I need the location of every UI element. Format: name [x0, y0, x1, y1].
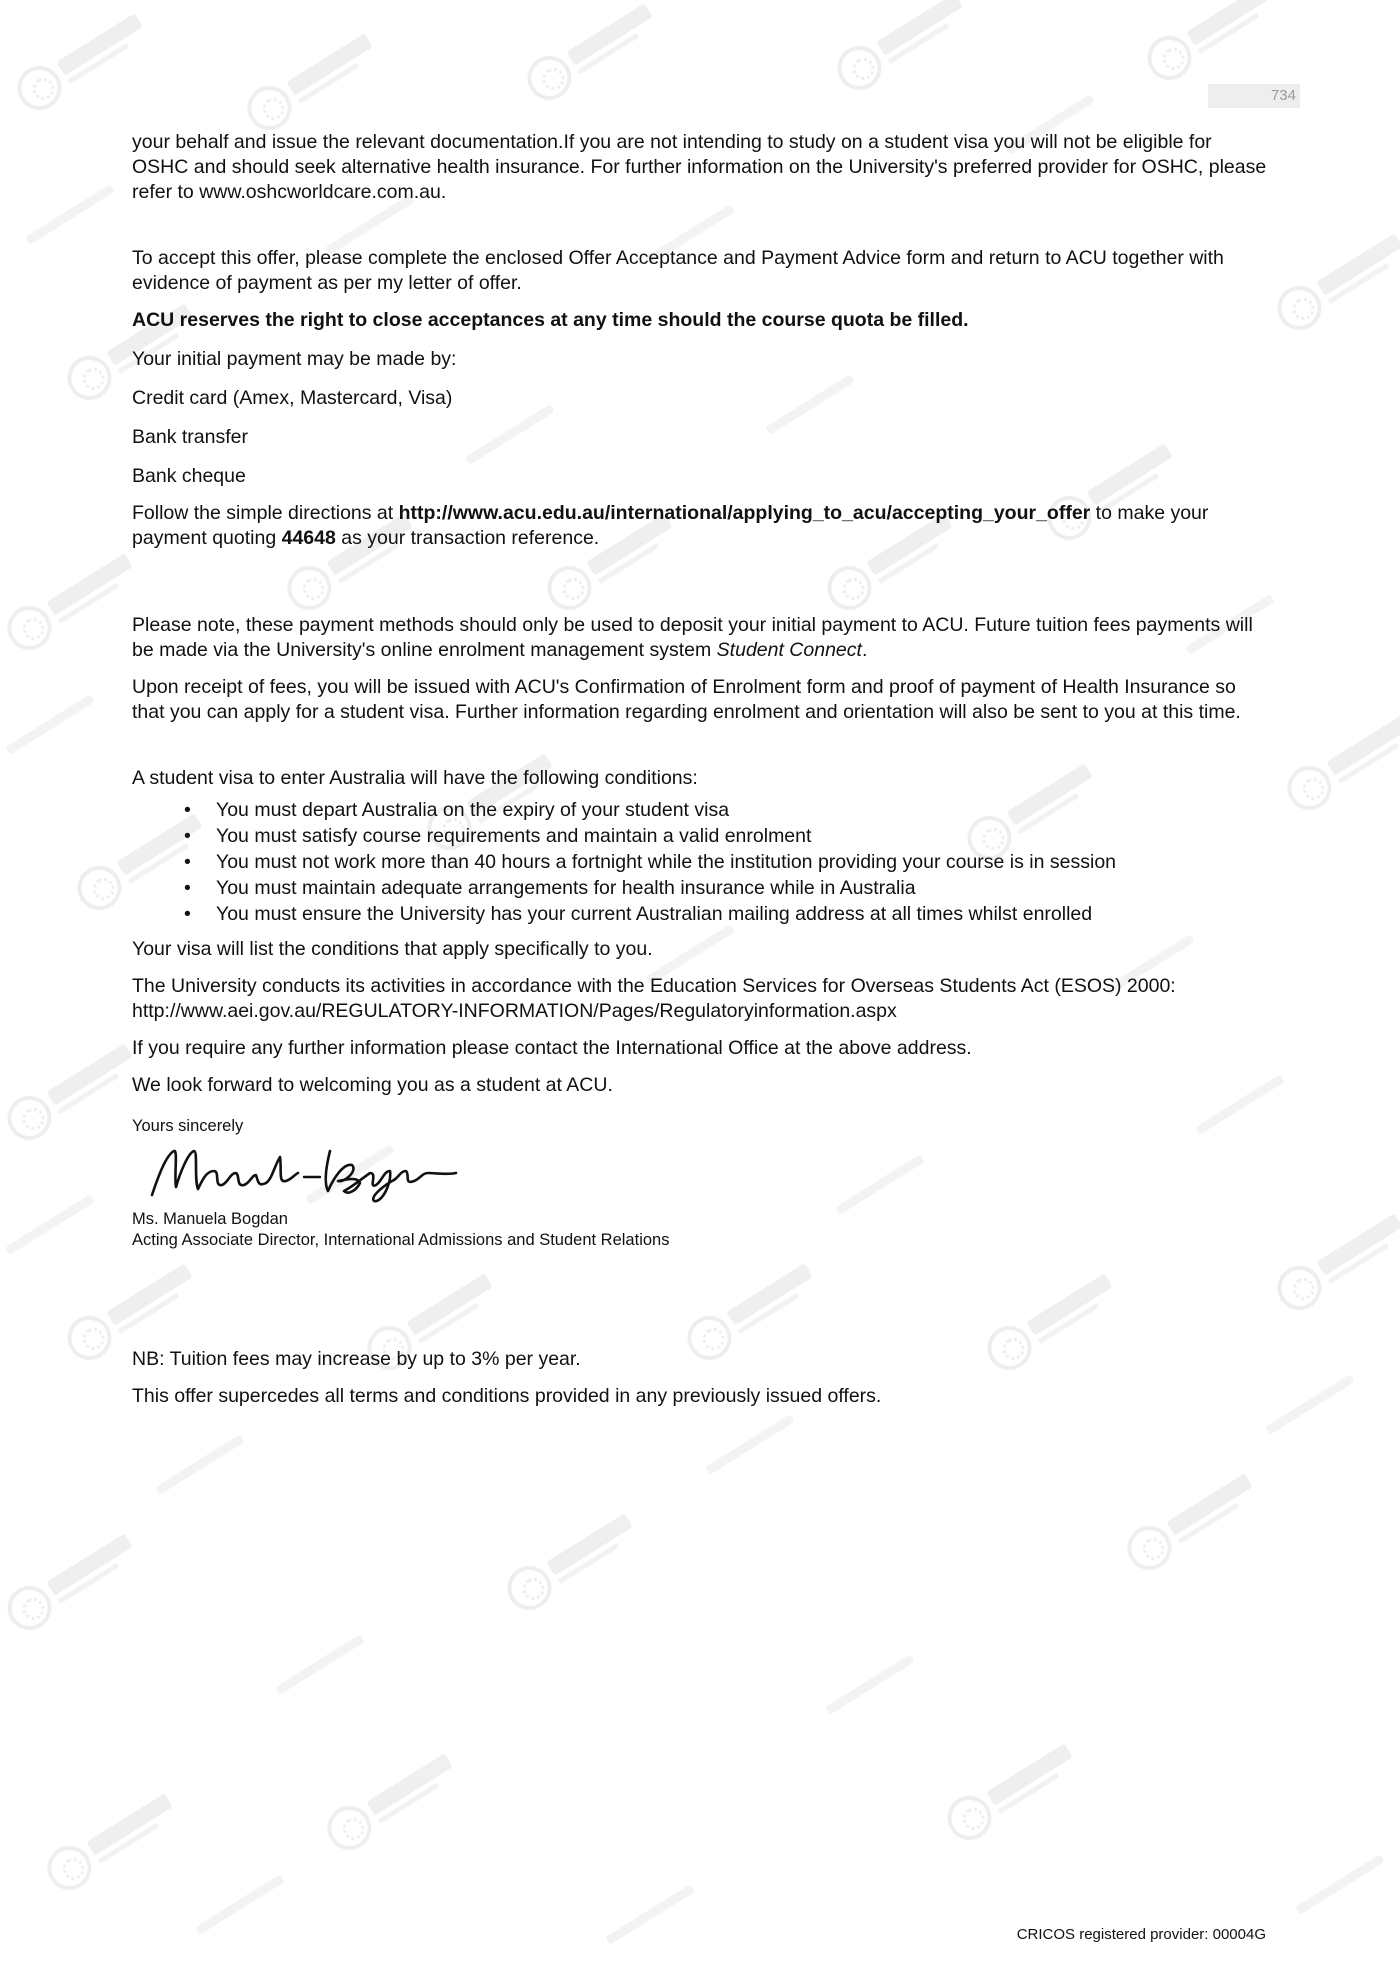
directions-link[interactable]: http://www.acu.edu.au/international/applying_to_acu/accepting_your_offer: [398, 502, 1091, 524]
watermark-logo: [519, 0, 663, 108]
watermark-logo: [939, 1736, 1083, 1849]
seal-logo-icon: [1269, 1258, 1330, 1319]
seal-logo-icon: [1279, 758, 1340, 819]
seal-logo-icon: [9, 58, 70, 119]
watermark-logo: [1269, 1206, 1400, 1319]
paragraph-receipt: Upon receipt of fees, you will be issued with ACU's Confirmation of Enrolment form and proof of payment of Health Insurance so that you can apply for a student visa. Further information regarding enrolment and orientation will also be sent to you at this time.: [132, 676, 1241, 723]
watermark-text: [5, 694, 95, 755]
watermark-logo: [0, 1526, 143, 1639]
student-connect-system: Student Connect: [716, 639, 862, 661]
seal-logo-icon: [939, 1788, 1000, 1849]
watermark-logo: [1269, 226, 1400, 339]
seal-logo-icon: [0, 598, 60, 659]
visa-intro: A student visa to enter Australia will have the following conditions:: [132, 767, 698, 789]
watermark-logo: [829, 0, 973, 98]
list-item: • You must depart Australia on the expiry of your student visa: [216, 797, 1272, 823]
signatory-name: Ms. Manuela Bogdan: [132, 1210, 288, 1228]
visa-conditions-list: [132, 797, 1272, 927]
watermark-logo: [1279, 706, 1400, 819]
cricos-footer: CRICOS registered provider: 00004G: [1016, 1926, 1266, 1943]
list-item: • You must maintain adequate arrangements for health insurance while in Australia: [216, 875, 1272, 901]
payment-intro: Your initial payment may be made by:: [132, 348, 457, 370]
paragraph-contact: If you require any further information please contact the International Office at the above address.: [132, 1037, 972, 1059]
watermark-logo: [9, 6, 153, 119]
watermark-text: [825, 1654, 915, 1715]
signatory-title: Acting Associate Director, International Admissions and Student Relations: [132, 1231, 670, 1249]
seal-logo-icon: [39, 1838, 100, 1899]
paragraph-welcome: We look forward to welcoming you as a student at ACU.: [132, 1074, 613, 1096]
transaction-reference: 44648: [281, 527, 336, 549]
letter-body: [132, 130, 1272, 1409]
payment-method-bank-cheque: Bank cheque: [132, 465, 246, 487]
payment-method-bank-transfer: Bank transfer: [132, 426, 248, 448]
watermark-logo: [499, 1506, 643, 1619]
directions-suffix: as your transaction reference.: [335, 527, 600, 549]
closing-salutation: Yours sincerely: [132, 1117, 244, 1135]
seal-logo-icon: [1269, 278, 1330, 339]
watermark-text: [275, 1634, 365, 1695]
list-item: • You must not work more than 40 hours a fortnight while the institution providing your course is in session: [216, 849, 1272, 875]
document-reference: 734: [1208, 84, 1300, 108]
reserve-notice: ACU reserves the right to close acceptances at any time should the course quota be filled.: [132, 309, 969, 331]
watermark-text: [1295, 1854, 1385, 1915]
seal-logo-icon: [1139, 28, 1200, 89]
watermark-logo: [1139, 0, 1283, 88]
watermark-logo: [0, 1036, 143, 1149]
seal-logo-icon: [69, 858, 130, 919]
watermark-logo: [0, 546, 143, 659]
watermark-logo: [1119, 1466, 1263, 1579]
nb-tuition-fees: NB: Tuition fees may increase by up to 3% per year.: [132, 1348, 581, 1370]
watermark-text: [155, 1434, 245, 1495]
list-item: • You must ensure the University has your current Australian mailing address at all times whilst enrolled: [216, 901, 1272, 927]
seal-logo-icon: [0, 1578, 60, 1639]
watermark-text: [195, 1874, 285, 1935]
watermark-text: [25, 184, 115, 245]
seal-logo-icon: [319, 1798, 380, 1859]
directions-prefix: Follow the simple directions at: [132, 502, 399, 524]
seal-logo-icon: [499, 1558, 560, 1619]
paragraph-oshc: your behalf and issue the relevant documentation.If you are not intending to study on a student visa you will not be eligible for OSHC and should seek alternative health insurance. For further information on the University's preferred provider for OSHC, please refer to www.oshcworldcare.com.au.: [132, 131, 1267, 203]
supersede-notice: This offer supercedes all terms and conditions provided in any previously issued offers.: [132, 1385, 882, 1407]
watermark-text: [605, 1884, 695, 1945]
seal-logo-icon: [1119, 1518, 1180, 1579]
watermark-logo: [319, 1746, 463, 1859]
note-prefix: Please note, these payment methods should only be used to deposit your initial payment to ACU. Future tuition fees payments will be made via the University's online enrolment management system: [132, 614, 1253, 661]
paragraph-esos: The University conducts its activities in accordance with the Education Services for Overseas Students Act (ESOS) 2000: http://www.aei.gov.au/REGULATORY-INFORMATION/Pages/Regulatoryinformation.aspx: [132, 975, 1176, 1022]
watermark-logo: [39, 1786, 183, 1899]
watermark-text: [705, 1414, 795, 1475]
seal-logo-icon: [0, 1088, 60, 1149]
paragraph-payment-note: [132, 613, 1272, 663]
list-item: • You must satisfy course requirements and maintain a valid enrolment: [216, 823, 1272, 849]
directions-middle: to make your payment quoting: [132, 502, 1209, 549]
watermark-text: [5, 1194, 95, 1255]
seal-logo-icon: [59, 348, 120, 409]
paragraph-accept-offer: To accept this offer, please complete the enclosed Offer Acceptance and Payment Advice form and return to ACU together with evidence of payment as per my letter of offer.: [132, 247, 1224, 294]
signature-image: [144, 1137, 464, 1207]
payment-method-credit-card: Credit card (Amex, Mastercard, Visa): [132, 387, 453, 409]
seal-logo-icon: [829, 38, 890, 99]
seal-logo-icon: [519, 48, 580, 109]
payment-directions: [132, 501, 1272, 551]
seal-logo-icon: [59, 1308, 120, 1369]
visa-conditions-note: Your visa will list the conditions that apply specifically to you.: [132, 938, 653, 960]
watermark-logo: [239, 26, 383, 139]
note-suffix: .: [861, 639, 868, 661]
watermark-text: [1265, 1374, 1355, 1435]
